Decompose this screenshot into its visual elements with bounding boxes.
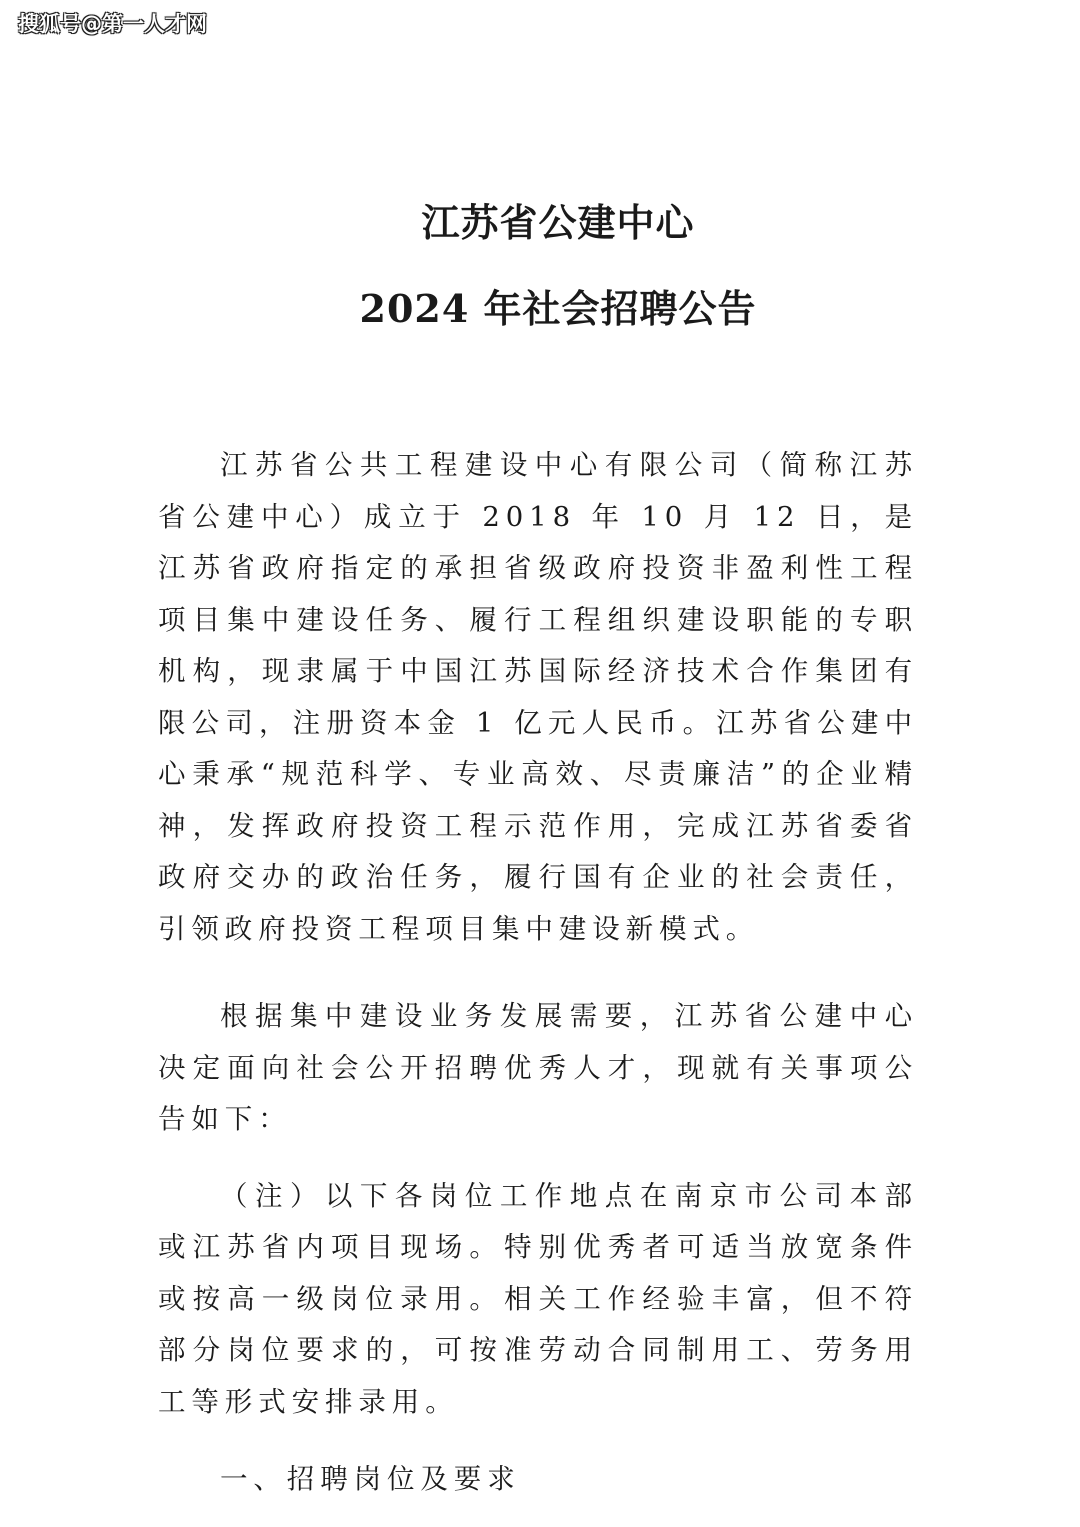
paragraph-company-intro: 江苏省公共工程建设中心有限公司（简称江苏省公建中心）成立于 2018 年 10 月 12 日，是江苏省政府指定的承担省级政府投资非盈利性工程项目集中建设任务、履行工程组织建设职能的专职机构，现隶属于中国江苏国际经济技术合作集团有限公司，注册资本金 1 亿元人民币。江苏省公建中心秉承“规范科学、专业高效、尽责廉洁”的企业精神，发挥政府投资工程示范作用，完成江苏省委省政府交办的政治任务，履行国有企业的社会责任，引领政府投资工程项目集中建设新模式。	[158, 449, 918, 945]
section-heading-positions: 一、招聘岗位及要求	[220, 1463, 521, 1495]
paragraph-recruitment-purpose: 根据集中建设业务发展需要，江苏省公建中心决定面向社会公开招聘优秀人才，现就有关事项公告如下：	[158, 1000, 918, 1135]
document-subtitle: 2024 年社会招聘公告	[359, 286, 757, 331]
document-body	[158, 440, 918, 1506]
watermark-text: 搜狐号@第一人才网	[18, 12, 207, 36]
document-title: 江苏省公建中心	[421, 200, 695, 245]
paragraph-note: （注）以下各岗位工作地点在南京市公司本部或江苏省内项目现场。特别优秀者可适当放宽条件或按高一级岗位录用。相关工作经验丰富，但不符部分岗位要求的，可按准劳动合同制用工、劳务用工等形式安排录用。	[158, 1179, 918, 1418]
